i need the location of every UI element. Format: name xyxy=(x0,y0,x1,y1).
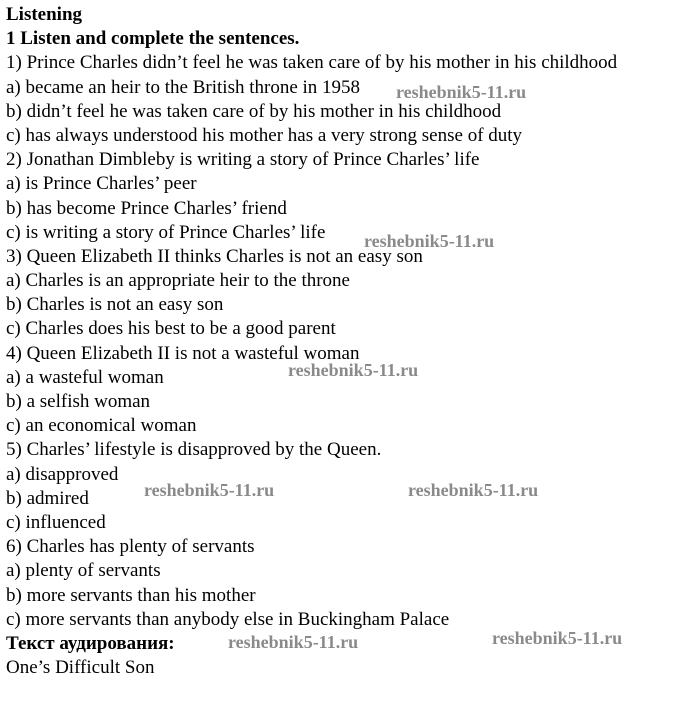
question-3: 3) Queen Elizabeth II thinks Charles is not an easy son xyxy=(6,245,423,267)
question-4: 4) Queen Elizabeth II is not a wasteful woman xyxy=(6,342,360,364)
question-5: 5) Charles’ lifestyle is disapproved by the Queen. xyxy=(6,439,382,461)
section-heading: Listening xyxy=(6,4,83,25)
option-5b: b) admired xyxy=(6,487,89,509)
option-1b: b) didn’t feel he was taken care of by his mother in his childhood xyxy=(6,100,502,122)
question-6: 6) Charles has plenty of servants xyxy=(6,536,255,558)
question-2: 2) Jonathan Dimbleby is writing a story of Prince Charles’ life xyxy=(6,149,480,171)
option-6c: c) more servants than anybody else in Buckingham Palace xyxy=(6,608,450,630)
option-1c: c) has always understood his mother has a very strong sense of duty xyxy=(6,124,523,146)
watermark-4: reshebnik5-11.ru xyxy=(144,480,275,500)
option-5c: c) influenced xyxy=(6,511,106,533)
option-2c: c) is writing a story of Prince Charles’ life xyxy=(6,221,326,243)
question-1: 1) Prince Charles didn’t feel he was taken care of by his mother in his childhood xyxy=(6,52,618,74)
option-3c: c) Charles does his best to be a good parent xyxy=(6,318,336,340)
watermark-7: reshebnik5-11.ru xyxy=(492,628,623,648)
watermark-2: reshebnik5-11.ru xyxy=(364,231,495,251)
transcript-heading: Текст аудирования: xyxy=(6,632,175,654)
option-4a: a) a wasteful woman xyxy=(6,366,164,388)
watermark-1: reshebnik5-11.ru xyxy=(396,82,527,102)
watermark-6: reshebnik5-11.ru xyxy=(228,632,359,652)
transcript-title: One’s Difficult Son xyxy=(6,657,155,679)
option-4c: c) an economical woman xyxy=(6,415,197,437)
document xyxy=(6,3,686,680)
option-3a: a) Charles is an appropriate heir to the throne xyxy=(6,270,350,292)
task-title: 1 Listen and complete the sentences. xyxy=(6,28,300,50)
option-3b: b) Charles is not an easy son xyxy=(6,294,224,316)
watermark-5: reshebnik5-11.ru xyxy=(408,480,539,500)
option-5a: a) disapproved xyxy=(6,463,119,485)
option-2b: b) has become Prince Charles’ friend xyxy=(6,197,287,219)
option-2a: a) is Prince Charles’ peer xyxy=(6,173,197,195)
watermark-3: reshebnik5-11.ru xyxy=(288,360,419,380)
option-6b: b) more servants than his mother xyxy=(6,584,256,606)
option-4b: b) a selfish woman xyxy=(6,391,151,412)
option-6a: a) plenty of servants xyxy=(6,560,161,582)
option-1a: a) became an heir to the British throne in 1958 xyxy=(6,76,361,98)
